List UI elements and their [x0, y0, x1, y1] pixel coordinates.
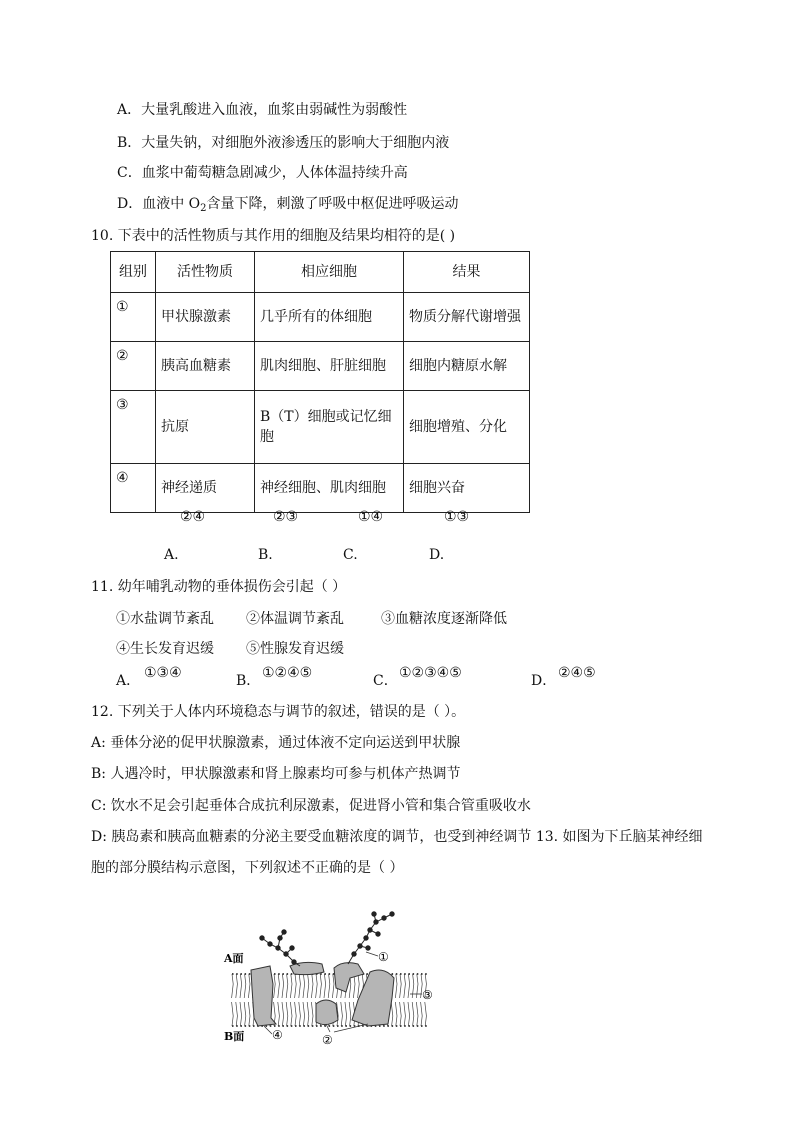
q10-option-b-letter: B. [258, 547, 273, 563]
table-row [111, 391, 530, 464]
q13-stem-continued: 胞的部分膜结构示意图，下列叙述不正确的是（ ） [91, 860, 404, 876]
q11-option-a-value: ①③④ [144, 665, 182, 681]
protein-surface-right [334, 963, 364, 992]
q9-option-d-pre: D．血液中 O [117, 196, 201, 212]
q11-stem: 11. 幼年哺乳动物的垂体损伤会引起（ ） [91, 579, 347, 595]
q11-option-c-letter: C． [373, 673, 398, 689]
row-cells: 几乎所有的体细胞 [255, 293, 404, 342]
q9-option-c: C．血浆中葡萄糖急剧减少，人体体温持续升高 [117, 165, 408, 181]
table-row [111, 342, 530, 391]
q11-option-c-value: ①②③④⑤ [399, 665, 462, 681]
table-header-row [111, 252, 530, 293]
side-a-label: A面 [224, 952, 244, 965]
q10-option-c-value: ①④ [358, 509, 384, 525]
q11-option-d-value: ②④⑤ [558, 665, 596, 681]
protein-2-small [316, 1000, 338, 1025]
label-4: ④ [272, 1028, 283, 1042]
q12-option-c: C: 饮水不足会引起垂体合成抗利尿激素，促进肾小管和集合管重吸收水 [91, 798, 531, 814]
q11-item-3: ③血糖浓度逐渐降低 [381, 611, 507, 627]
header-result: 结果 [404, 252, 530, 293]
table-row [111, 464, 530, 513]
q10-option-b-value: ②③ [273, 509, 299, 525]
header-group: 组别 [111, 252, 156, 293]
q10-option-c-letter: C. [343, 547, 358, 563]
q11-item-1: ①水盐调节紊乱 [116, 611, 214, 627]
row-result: 物质分解代谢增强 [404, 293, 530, 342]
protein-4 [251, 966, 276, 1026]
header-substance: 活性物质 [156, 252, 255, 293]
row-substance: 抗原 [156, 391, 255, 464]
row-substance: 甲状腺激素 [156, 293, 255, 342]
q11-item-5: ⑤性腺发育迟缓 [246, 641, 344, 657]
row-substance: 神经递质 [156, 464, 255, 513]
row-substance: 胰高血糖素 [156, 342, 255, 391]
row-cells: B（T）细胞或记忆细胞 [255, 391, 404, 464]
q10-stem: 10. 下表中的活性物质与其作用的细胞及结果均相符的是( ) [91, 228, 456, 244]
q10-table [110, 251, 530, 513]
table-row [111, 293, 530, 342]
q12-option-b: B: 人遇冷时，甲状腺激素和肾上腺素均可参与机体产热调节 [91, 766, 461, 782]
row-result: 细胞兴奋 [404, 464, 530, 513]
q12-option-a: A: 垂体分泌的促甲状腺激素，通过体液不定向运送到甲状腺 [91, 735, 461, 751]
q10-option-a-letter: A. [164, 547, 179, 563]
row-result: 细胞内糖原水解 [404, 342, 530, 391]
glycan-chain-left [260, 930, 300, 966]
q9-option-d-post: 含量下降，刺激了呼吸中枢促进呼吸运动 [206, 196, 459, 212]
q12-stem: 12. 下列关于人体内环境稳态与调节的叙述，错误的是（ ）。 [91, 704, 466, 720]
q11-option-a-letter: A． [116, 673, 141, 689]
row-cells: 神经细胞、肌肉细胞 [255, 464, 404, 513]
label-3: ③ [422, 988, 433, 1002]
row-group: ② [111, 342, 156, 391]
membrane-diagram [218, 908, 448, 1058]
row-result: 细胞增殖、分化 [404, 391, 530, 464]
row-cells: 肌肉细胞、肝脏细胞 [255, 342, 404, 391]
q9-option-a: A．大量乳酸进入血液，血浆由弱碱性为弱酸性 [117, 102, 408, 118]
q10-option-d-value: ①③ [444, 509, 470, 525]
q11-item-2: ②体温调节紊乱 [246, 611, 344, 627]
q10-option-d-letter: D. [429, 547, 445, 563]
side-b-label: B面 [224, 1030, 245, 1043]
q9-option-b: B．大量失钠，对细胞外液渗透压的影响大于细胞内液 [117, 135, 450, 151]
row-group: ① [111, 293, 156, 342]
q12-option-d: D: 胰岛素和胰高血糖素的分泌主要受血糖浓度的调节，也受到神经调节 13. 如图为下丘脑某神经细 [91, 829, 703, 845]
label-1: ① [378, 950, 389, 964]
q11-option-d-letter: D． [531, 673, 557, 689]
q9-option-d [117, 194, 459, 219]
row-group: ④ [111, 464, 156, 513]
q11-item-4: ④生长发育迟缓 [116, 641, 214, 657]
row-group: ③ [111, 391, 156, 464]
label-2: ② [322, 1033, 333, 1047]
q11-option-b-value: ①②④⑤ [262, 665, 313, 681]
q10-option-a-value: ②④ [180, 509, 206, 525]
header-cells: 相应细胞 [255, 252, 404, 293]
q11-option-b-letter: B． [236, 673, 261, 689]
q9-option-d-subscript: 2 [200, 203, 207, 214]
